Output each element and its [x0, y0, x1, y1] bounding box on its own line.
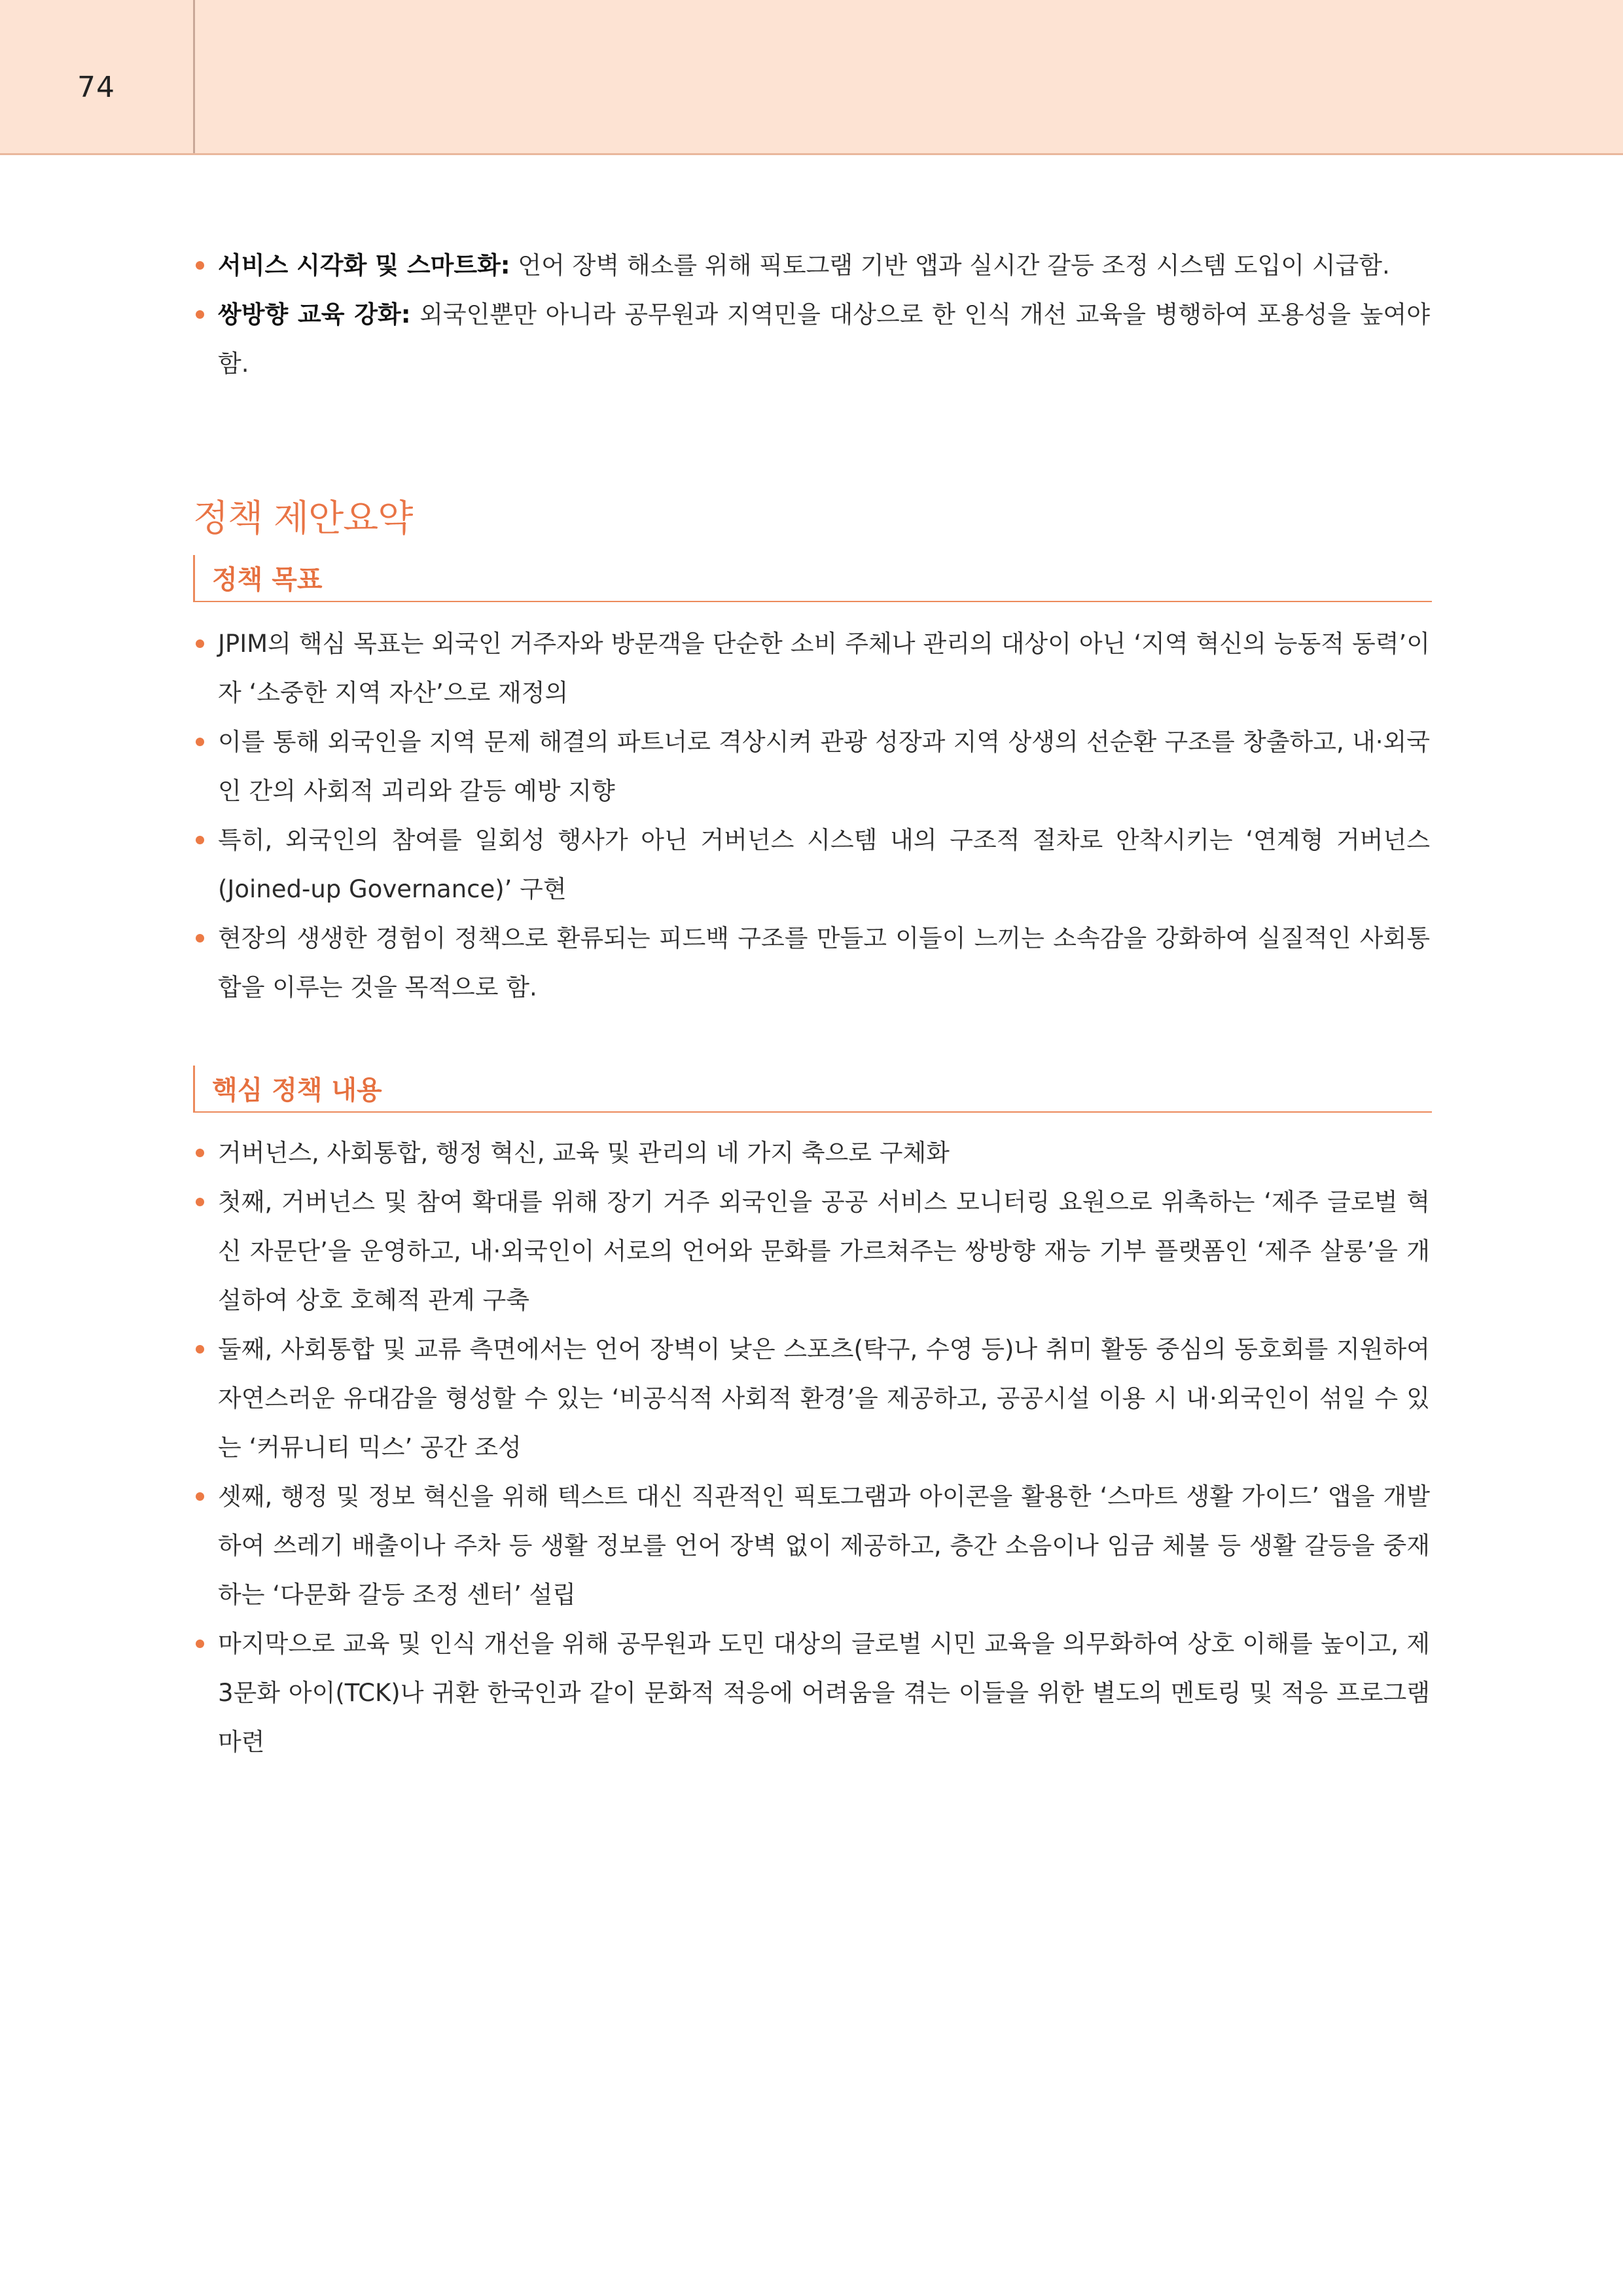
bullet-dot-icon: [196, 1492, 204, 1501]
list-item: [193, 1619, 1430, 1767]
bullet-dot-icon: [196, 1198, 204, 1206]
bullet-dot-icon: [196, 639, 204, 648]
subheading-label: 핵심 정책 내용: [212, 1075, 382, 1105]
intro-bullet-list: [193, 241, 1430, 388]
header-divider: [193, 0, 195, 153]
bullet-dot-icon: [196, 738, 204, 746]
core-policy-list: [193, 1128, 1430, 1767]
item-text: 현장의 생생한 경험이 정책으로 환류되는 피드백 구조를 만들고 이들이 느끼는 소속감을 강화하여 실질적인 사회통합을 이루는 것을 목적으로 함.: [218, 924, 1430, 1001]
subheading-core-policy: [193, 1066, 1432, 1113]
subheading-label: 정책 목표: [212, 565, 323, 595]
page-header: [0, 0, 1623, 155]
bullet-dot-icon: [196, 1640, 204, 1648]
bullet-dot-icon: [196, 1149, 204, 1157]
item-text: 마지막으로 교육 및 인식 개선을 위해 공무원과 도민 대상의 글로벌 시민 교육을 의무화하여 상호 이해를 높이고, 제3문화 아이(TCK)나 귀환 한국인과 같이 문화적 적응에 어려움을 겪는 이들을 위한 별도의 멘토링 및 적응 프로그램 마련: [218, 1630, 1430, 1756]
policy-goals-list: [193, 619, 1430, 1012]
item-text: 이를 통해 외국인을 지역 문제 해결의 파트너로 격상시켜 관광 성장과 지역 상생의 선순환 구조를 창출하고, 내·외국인 간의 사회적 괴리와 갈등 예방 지향: [218, 728, 1430, 805]
item-text: 첫째, 거버넌스 및 참여 확대를 위해 장기 거주 외국인을 공공 서비스 모니터링 요원으로 위촉하는 ‘제주 글로벌 혁신 자문단’을 운영하고, 내·외국인이 서로의 언어와 문화를 가르쳐주는 쌍방향 재능 기부 플랫폼인 ‘제주 살롱’을 개설하여 상호 호혜적 관계 구축: [218, 1188, 1430, 1314]
list-item: [193, 1472, 1430, 1619]
item-text: 셋째, 행정 및 정보 혁신을 위해 텍스트 대신 직관적인 픽토그램과 아이콘을 활용한 ‘스마트 생활 가이드’ 앱을 개발하여 쓰레기 배출이나 주차 등 생활 정보를 언어 장벽 없이 제공하고, 층간 소음이나 임금 체불 등 생활 갈등을 중재하는 ‘다문화 갈등 조정 센터’ 설립: [218, 1482, 1430, 1609]
list-item: [193, 816, 1430, 914]
list-item: [193, 1177, 1430, 1325]
item-text: 거버넌스, 사회통합, 행정 혁신, 교육 및 관리의 네 가지 축으로 구체화: [218, 1139, 950, 1167]
item-bold-label: 서비스 시각화 및 스마트화:: [218, 251, 510, 279]
list-item: [193, 241, 1430, 290]
list-item: [193, 914, 1430, 1012]
bullet-dot-icon: [196, 261, 204, 270]
bullet-dot-icon: [196, 1345, 204, 1354]
item-text: 언어 장벽 해소를 위해 픽토그램 기반 앱과 실시간 갈등 조정 시스템 도입이 시급함.: [510, 251, 1390, 279]
bullet-dot-icon: [196, 836, 204, 844]
page-number: 74: [77, 71, 115, 104]
subheading-policy-goals: [193, 555, 1432, 602]
list-item: [193, 1325, 1430, 1472]
bullet-dot-icon: [196, 934, 204, 942]
item-text: JPIM의 핵심 목표는 외국인 거주자와 방문객을 단순한 소비 주체나 관리의 대상이 아닌 ‘지역 혁신의 능동적 동력’이자 ‘소중한 지역 자산’으로 재정의: [218, 630, 1430, 707]
item-text: 특히, 외국인의 참여를 일회성 행사가 아닌 거버넌스 시스템 내의 구조적 절차로 안착시키는 ‘연계형 거버넌스(Joined-up Governance)’ 구현: [218, 826, 1430, 903]
list-item: [193, 290, 1430, 388]
list-item: [193, 619, 1430, 717]
list-item: [193, 717, 1430, 816]
item-bold-label: 쌍방향 교육 강화:: [218, 300, 411, 329]
bullet-dot-icon: [196, 310, 204, 319]
list-item: [193, 1128, 1430, 1177]
section-title: 정책 제안요약: [193, 497, 413, 540]
item-text: 둘째, 사회통합 및 교류 측면에서는 언어 장벽이 낮은 스포츠(탁구, 수영 등)나 취미 활동 중심의 동호회를 지원하여 자연스러운 유대감을 형성할 수 있는 ‘비공식적 사회적 환경’을 제공하고, 공공시설 이용 시 내·외국인이 섞일 수 있는 ‘커뮤니티 믹스’ 공간 조성: [218, 1335, 1430, 1462]
item-text: 외국인뿐만 아니라 공무원과 지역민을 대상으로 한 인식 개선 교육을 병행하여 포용성을 높여야 함.: [218, 300, 1430, 378]
